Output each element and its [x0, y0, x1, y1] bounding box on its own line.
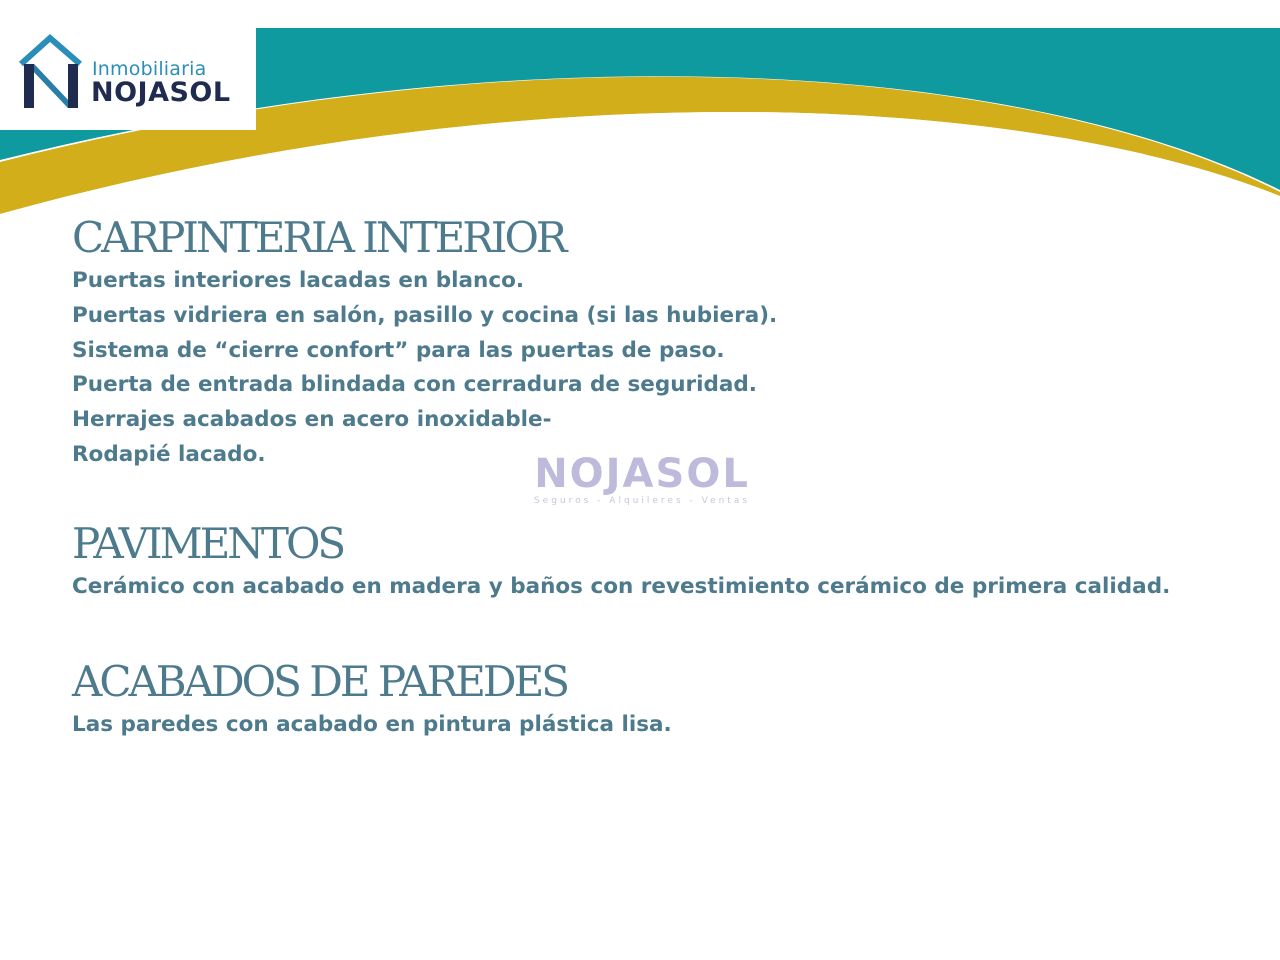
section-title: PAVIMENTOS	[72, 519, 344, 568]
spec-line: Puerta de entrada blindada con cerradura de seguridad.	[72, 372, 757, 398]
spec-line: Puertas interiores lacadas en blanco.	[72, 268, 525, 293]
section-carpinteria	[72, 212, 777, 473]
spec-line: Cerámico con acabado en madera y baños con revestimiento cerámico de primera calidad.	[72, 574, 1171, 599]
watermark	[524, 452, 760, 506]
logo-brand: NOJASOL	[91, 77, 231, 108]
house-n-logo-icon	[18, 34, 84, 108]
spec-line: Las paredes con acabado en pintura plástica lisa.	[72, 712, 672, 737]
section-title: ACABADOS DE PAREDES	[72, 657, 568, 706]
watermark-tagline: Seguros - Alquileres - Ventas	[533, 496, 751, 506]
spec-line: Herrajes acabados en acero inoxidable-	[72, 407, 552, 433]
watermark-brand: NOJASOL	[534, 451, 750, 497]
company-logo	[0, 28, 256, 130]
logo-subtitle: Inmobiliaria	[92, 58, 207, 80]
spec-line: Puertas vidriera en salón, pasillo y cocina (si las hubiera).	[72, 302, 778, 328]
section-title: CARPINTERIA INTERIOR	[72, 213, 565, 262]
spec-line: Rodapié lacado.	[72, 441, 266, 467]
section-acabados	[72, 656, 672, 743]
spec-line: Sistema de “cierre confort” para las puertas de paso.	[72, 337, 725, 363]
section-pavimentos	[72, 518, 1170, 605]
